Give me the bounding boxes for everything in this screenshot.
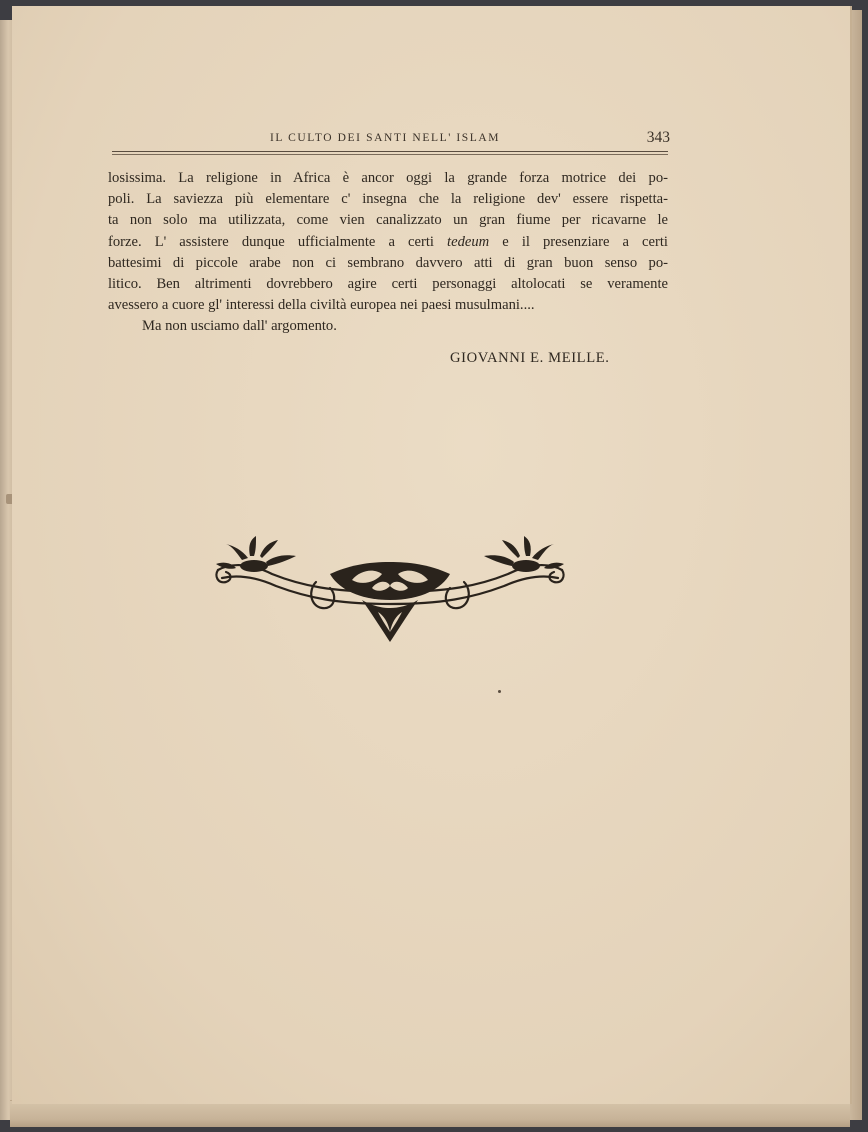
running-title: IL CULTO DEI SANTI NELL' ISLAM <box>270 132 501 144</box>
header-rule-thin <box>112 154 668 155</box>
text-line-5: battesimi di piccole arabe non ci sembrano davvero atti di gran buon senso po- <box>108 254 668 271</box>
ornament-center-panel <box>330 562 450 600</box>
text-line-4 <box>108 232 668 253</box>
header-rule <box>112 151 668 152</box>
author-signature: GIOVANNI E. MEILLE. <box>450 350 610 366</box>
text-line-4-after: e il presenziare a certi <box>502 233 668 250</box>
running-head <box>104 128 670 148</box>
text-line-1: losissima. La religione in Africa è ancor oggi la grande forza motrice dei po- <box>108 170 668 186</box>
paper-speck <box>498 690 501 693</box>
page-edge-bottom <box>10 1100 850 1127</box>
text-line-2: poli. La saviezza più elementare c' insegna che la religione dev' essere rispetta- <box>108 191 668 208</box>
text-line-3: ta non solo ma utilizzata, come vien canalizzato un gran fiume per ricavarne le <box>108 212 668 229</box>
text-line-4-before: forze. L' assistere dunque ufficialmente a certi <box>108 233 434 250</box>
text-line-7: avessero a cuore gl' interessi della civiltà europea nei paesi musulmani.... <box>108 297 535 314</box>
body-text <box>108 168 668 338</box>
text-line-6: litico. Ben altrimenti dovrebbero agire certi personaggi altolocati se veramente <box>108 275 668 292</box>
italic-term: tedeum <box>447 233 490 250</box>
art-nouveau-floral-tailpiece-icon <box>212 534 568 650</box>
closing-line: Ma non usciamo dall' argomento. <box>142 318 337 335</box>
page-number: 343 <box>646 129 670 146</box>
